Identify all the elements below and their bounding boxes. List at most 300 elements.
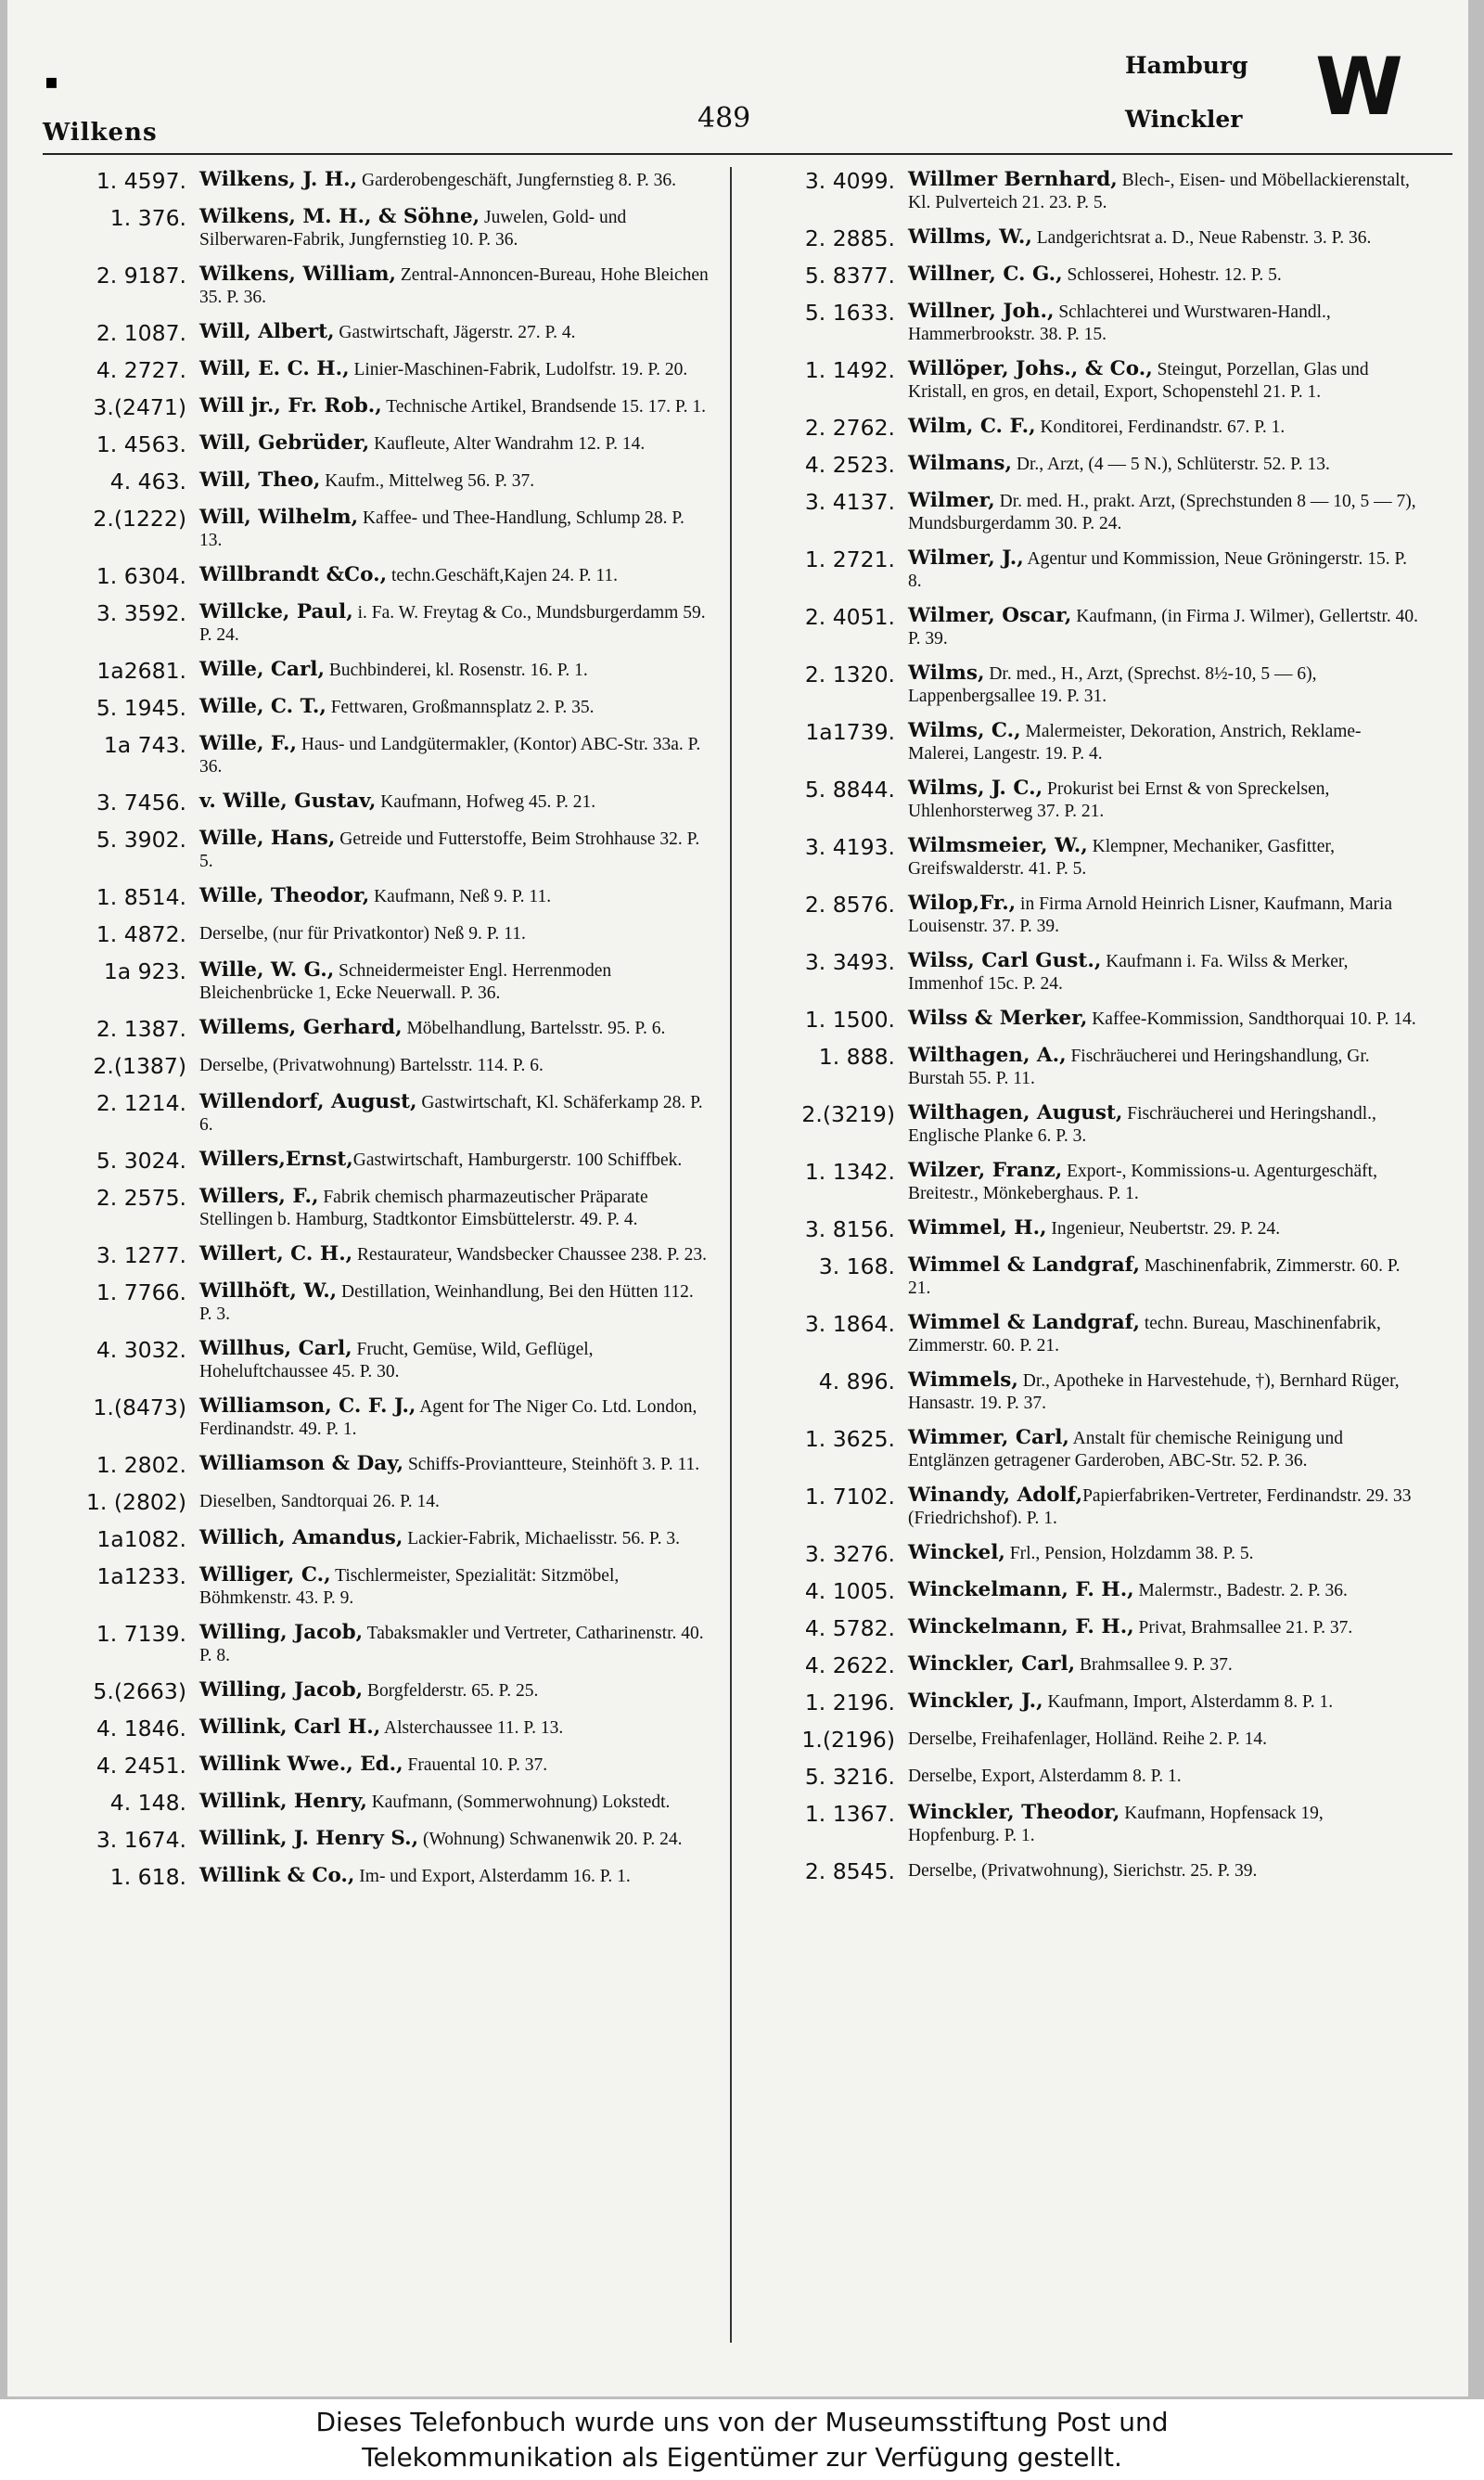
directory-entry [751, 893, 1419, 938]
subscriber-name: Willöper, Johs., & Co., [908, 357, 1153, 380]
entry-text [199, 1054, 710, 1079]
directory-entry [43, 1679, 710, 1704]
entry-text [908, 1859, 1419, 1884]
subscriber-details: Kaffee-Kommission, Sandthorquai 10. P. 14. [1087, 1009, 1416, 1029]
subscriber-details: Fabrik chemisch pharmazeutischer Präparate Stellingen b. Hamburg, Stadtkontor Eimsbüttelerstr. 49. P. 4. [199, 1188, 648, 1229]
subscriber-name: Wille, Hans, [199, 827, 336, 850]
directory-entry [43, 507, 710, 552]
subscriber-name: Wilm, C. F., [908, 415, 1036, 438]
directory-entry [751, 835, 1419, 880]
directory-entry [43, 169, 710, 194]
subscriber-details: (Wohnung) Schwanenwik 20. P. 24. [418, 1830, 683, 1849]
directory-entry [43, 601, 710, 647]
entry-text [908, 1254, 1419, 1300]
entry-text [908, 1102, 1419, 1148]
directory-entry [43, 1091, 710, 1137]
entry-text [199, 1395, 710, 1441]
phone-number: 1. 2802. [96, 1452, 186, 1478]
directory-entry [751, 263, 1419, 289]
phone-number: 1. 1500. [804, 1007, 895, 1033]
phone-number: 3. 4137. [804, 489, 895, 515]
subscriber-name: Wimmel, H., [908, 1216, 1047, 1240]
directory-entry [43, 1243, 710, 1268]
subscriber-details: Tabaksmakler und Vertreter, Catharinenstr. 40. P. 8. [199, 1624, 704, 1665]
phone-number: 1. (2802) [85, 1489, 186, 1515]
entry-text [199, 696, 710, 721]
subscriber-name: Wille, W. G., [199, 958, 335, 982]
phone-number: 1. 376. [109, 205, 186, 231]
entry-text [908, 1728, 1419, 1753]
subscriber-name: Willink Wwe., Ed., [199, 1753, 403, 1776]
entry-text [908, 1008, 1419, 1033]
subscriber-name: Winckler, J., [908, 1690, 1043, 1713]
footer-line-1: Dieses Telefonbuch wurde uns von der Museumsstiftung Post und [315, 2407, 1169, 2437]
directory-entry [751, 1369, 1419, 1415]
entry-text [908, 605, 1419, 650]
subscriber-details: Malermstr., Badestr. 2. P. 36. [1133, 1581, 1348, 1600]
phone-number: 2. 8545. [804, 1858, 895, 1884]
directory-entry [43, 659, 710, 684]
phone-number: 1.(2196) [801, 1727, 895, 1753]
entry-text [199, 263, 710, 309]
subscriber-name: Willems, Gerhard, [199, 1016, 403, 1039]
subscriber-name: Willms, W., [908, 225, 1032, 249]
subscriber-name: Willert, C. H., [199, 1242, 353, 1266]
subscriber-details: Kaufmann i. Fa. Wilss & Merker, Immenhof 15c. P. 24. [908, 952, 1349, 994]
subscriber-name: Wille, Theodor, [199, 884, 370, 907]
entry-text [908, 1427, 1419, 1472]
directory-entry [43, 1865, 710, 1890]
entry-text [199, 1186, 710, 1231]
phone-number: 4. 2622. [804, 1652, 895, 1678]
subscriber-name: Wilkens, William, [199, 263, 396, 286]
subscriber-name: Willink, Henry, [199, 1790, 367, 1813]
subscriber-details: Derselbe, Export, Alsterdamm 8. P. 1. [908, 1767, 1182, 1786]
subscriber-details: Konditorei, Ferdinandstr. 67. P. 1. [1035, 418, 1286, 437]
subscriber-name: Wilmer, [908, 489, 995, 512]
footer-notice [0, 2399, 1484, 2480]
subscriber-details: Derselbe, Freihafenlager, Holländ. Reihe 2. P. 14. [908, 1729, 1267, 1749]
phone-number: 2. 1087. [96, 320, 186, 346]
phone-number: 1. 7139. [96, 1621, 186, 1647]
entry-text [199, 1622, 710, 1667]
entry-text [908, 453, 1419, 478]
directory-entry [43, 1054, 710, 1079]
directory-entry [751, 777, 1419, 823]
directory-entry [43, 1791, 710, 1816]
directory-entry [43, 696, 710, 721]
directory-entry [751, 1254, 1419, 1300]
subscriber-name: Willendorf, August, [199, 1090, 417, 1113]
directory-entry [43, 1280, 710, 1326]
directory-entry [43, 733, 710, 778]
directory-entry [751, 1765, 1419, 1790]
phone-number: 1. 1367. [804, 1801, 895, 1827]
entry-text [199, 1280, 710, 1326]
directory-entry [43, 922, 710, 947]
subscriber-name: Winckler, Carl, [908, 1652, 1076, 1676]
entry-text [199, 1017, 710, 1042]
entry-text [199, 432, 710, 457]
subscriber-details: Fettwaren, Großmannsplatz 2. P. 35. [326, 698, 595, 717]
subscriber-name: Will, Albert, [199, 320, 335, 343]
phone-number: 3.(2471) [93, 394, 186, 420]
phone-number: 3. 4099. [804, 168, 895, 194]
phone-number: 1. 1492. [804, 357, 895, 383]
entry-text [199, 1338, 710, 1383]
phone-number: 3. 1277. [96, 1242, 186, 1268]
directory-entry [43, 1149, 710, 1174]
directory-entry [43, 1527, 710, 1552]
entry-text [199, 358, 710, 383]
subscriber-name: Willers, F., [199, 1185, 319, 1208]
subscriber-details: Kaufm., Mittelweg 56. P. 37. [320, 471, 535, 491]
subscriber-name: Winckelmann, F. H., [908, 1578, 1134, 1601]
entry-text [908, 1690, 1419, 1715]
subscriber-details: Landgerichtsrat a. D., Neue Rabenstr. 3. P. 36. [1031, 228, 1372, 248]
subscriber-name: Wille, F., [199, 732, 297, 755]
subscriber-name: Will, Wilhelm, [199, 506, 359, 529]
directory-entry [751, 1217, 1419, 1242]
directory-entry [751, 1653, 1419, 1678]
subscriber-name: Willink, Carl H., [199, 1715, 381, 1739]
subscriber-name: Willing, Jacob, [199, 1678, 364, 1702]
phone-number: 5. 3902. [96, 827, 186, 853]
entry-text [199, 395, 710, 420]
phone-number: 5.(2663) [93, 1678, 186, 1704]
subscriber-name: Wilthagen, A., [908, 1044, 1067, 1067]
subscriber-details: Dr., Arzt, (4 — 5 N.), Schlüterstr. 52. P. 13. [1012, 455, 1330, 474]
subscriber-name: Will, E. C. H., [199, 357, 350, 380]
entry-text [199, 1791, 710, 1816]
entry-text [199, 1716, 710, 1741]
subscriber-details: Dr., Apotheke in Harvestehude, †), Bernhard Rüger, Hansastr. 19. P. 37. [908, 1371, 1400, 1413]
entry-text [199, 321, 710, 346]
phone-number: 1. 888. [818, 1044, 895, 1070]
phone-number: 4. 1005. [804, 1578, 895, 1604]
directory-entry [43, 1754, 710, 1779]
directory-entry [43, 1490, 710, 1515]
phone-number: 3. 3493. [804, 949, 895, 975]
phone-number: 5. 8377. [804, 263, 895, 289]
subscriber-details: Garderobengeschäft, Jungfernstieg 8. P. 36. [357, 171, 677, 190]
phone-number: 1. 7766. [96, 1279, 186, 1305]
subscriber-name: Wilzer, Franz, [908, 1159, 1063, 1182]
subscriber-details: Brahmsallee 9. P. 37. [1075, 1655, 1233, 1675]
subscriber-name: Willner, Joh., [908, 300, 1055, 323]
directory-entry [751, 1542, 1419, 1567]
subscriber-details: Im- und Export, Alsterdamm 16. P. 1. [354, 1867, 631, 1886]
entry-text [908, 950, 1419, 996]
page-mark: ▪ [45, 71, 58, 94]
phone-number: 1a1082. [96, 1526, 186, 1552]
entry-text [199, 1149, 710, 1174]
directory-entry [43, 469, 710, 495]
directory-entry [43, 1017, 710, 1042]
subscriber-name: Wimmels, [908, 1368, 1018, 1392]
directory-entry [43, 959, 710, 1005]
phone-number: 2. 1320. [804, 662, 895, 687]
directory-entry [751, 169, 1419, 214]
directory-entry [751, 301, 1419, 346]
directory-entry [751, 1008, 1419, 1033]
subscriber-details: Klempner, Mechaniker, Gasfitter, Greifswalderstr. 41. P. 5. [908, 837, 1335, 879]
entry-text [908, 1312, 1419, 1357]
phone-number: 5. 3024. [96, 1148, 186, 1174]
subscriber-details: Gastwirtschaft, Hamburgerstr. 100 Schiffbek. [352, 1150, 683, 1170]
subscriber-name: v. Wille, Gustav, [199, 790, 377, 813]
entry-text [908, 720, 1419, 765]
directory-entry [751, 1427, 1419, 1472]
subscriber-name: Willing, Jacob, [199, 1621, 364, 1644]
header-rule [43, 153, 1452, 155]
subscriber-name: Wilop,Fr., [908, 892, 1017, 915]
subscriber-details: i. Fa. W. Freytag & Co., Mundsburgerdamm 59. P. 24. [199, 603, 706, 645]
phone-number: 5. 8844. [804, 777, 895, 803]
section-letter: W [1315, 41, 1403, 134]
subscriber-details: Kaufmann, Import, Alsterdamm 8. P. 1. [1043, 1692, 1334, 1712]
subscriber-details: Kaufmann, (in Firma J. Wilmer), Gellertstr. 40. P. 39. [908, 607, 1418, 649]
subscriber-details: Privat, Brahmsallee 21. P. 37. [1133, 1618, 1353, 1638]
entry-text [908, 1484, 1419, 1530]
subscriber-details: Maschinenfabrik, Zimmerstr. 60. P. 21. [908, 1256, 1401, 1298]
subscriber-name: Wilms, C., [908, 719, 1021, 742]
phone-number: 1.(8473) [93, 1394, 186, 1420]
subscriber-details: techn. Bureau, Maschinenfabrik, Zimmerstr. 60. P. 21. [908, 1314, 1381, 1356]
phone-number: 2. 1387. [96, 1016, 186, 1042]
directory-entry [43, 885, 710, 910]
subscriber-name: Willcke, Paul, [199, 600, 353, 623]
subscriber-name: Wilmer, Oscar, [908, 604, 1072, 627]
subscriber-name: Wilthagen, August, [908, 1101, 1123, 1124]
subscriber-name: Wimmer, Carl, [908, 1426, 1069, 1449]
subscriber-name: Wimmel & Landgraf, [908, 1311, 1140, 1334]
entry-text [199, 922, 710, 947]
phone-number: 3. 3276. [804, 1541, 895, 1567]
phone-number: 1. 7102. [804, 1484, 895, 1510]
subscriber-name: Wimmel & Landgraf, [908, 1253, 1140, 1277]
subscriber-details: Borgfelderstr. 65. P. 25. [363, 1681, 539, 1701]
subscriber-details: Juwelen, Gold- und Silberwaren-Fabrik, Jungfernstieg 10. P. 36. [199, 208, 627, 250]
phone-number: 1. 4872. [96, 921, 186, 947]
entry-text [199, 885, 710, 910]
subscriber-details: Kaufmann, (Sommerwohnung) Lokstedt. [366, 1793, 671, 1812]
phone-number: 4. 896. [818, 1368, 895, 1394]
phone-number: 3. 7456. [96, 790, 186, 816]
subscriber-details: Linier-Maschinen-Fabrik, Ludolfstr. 19. P. 20. [349, 360, 688, 379]
subscriber-details: Zentral-Annoncen-Bureau, Hohe Bleichen 35. P. 36. [199, 265, 709, 307]
entry-text [908, 1369, 1419, 1415]
subscriber-name: Wille, Carl, [199, 658, 325, 681]
entry-text [908, 301, 1419, 346]
subscriber-details: Dieselben, Sandtorquai 26. P. 14. [199, 1492, 440, 1511]
subscriber-details: Frucht, Gemüse, Wild, Geflügel, Hoheluftchaussee 45. P. 30. [199, 1340, 594, 1381]
phone-number: 4. 5782. [804, 1615, 895, 1641]
subscriber-details: Dr. med. H., prakt. Arzt, (Sprechstunden 8 — 10, 5 — 7), Mundsburgerdamm 30. P. 24. [908, 492, 1416, 533]
entry-text [199, 733, 710, 778]
subscriber-details: Restaurateur, Wandsbecker Chaussee 238. P. 23. [352, 1245, 707, 1265]
phone-number: 1. 6304. [96, 563, 186, 589]
subscriber-details: Derselbe, (Privatwohnung), Sierichstr. 25. P. 39. [908, 1861, 1258, 1881]
left-column [43, 169, 710, 1902]
subscriber-name: Williger, C., [199, 1563, 331, 1587]
entry-text [908, 263, 1419, 289]
subscriber-name: Willner, C. G., [908, 263, 1063, 286]
subscriber-details: Derselbe, (Privatwohnung) Bartelsstr. 114. P. 6. [199, 1056, 544, 1075]
subscriber-name: Wilkens, M. H., & Söhne, [199, 205, 480, 228]
subscriber-details: Ingenieur, Neubertstr. 29. P. 24. [1046, 1219, 1281, 1239]
subscriber-details: Schlachterei und Wurstwaren-Handl., Hammerbrookstr. 38. P. 15. [908, 302, 1331, 344]
directory-entry [43, 321, 710, 346]
subscriber-details: Gastwirtschaft, Jägerstr. 27. P. 4. [334, 323, 576, 342]
directory-entry [43, 358, 710, 383]
subscriber-details: Technische Artikel, Brandsende 15. 17. P. 1. [381, 397, 706, 417]
subscriber-name: Wilmer, J., [908, 546, 1024, 570]
directory-entry [43, 1395, 710, 1441]
phone-number: 4. 1846. [96, 1715, 186, 1741]
footer-line-2: Telekommunikation als Eigentümer zur Verfügung gestellt. [362, 2442, 1122, 2473]
subscriber-name: Winckler, Theodor, [908, 1801, 1120, 1824]
entry-text [199, 959, 710, 1005]
phone-number: 1. 3625. [804, 1426, 895, 1452]
entry-text [199, 469, 710, 495]
directory-entry [43, 564, 710, 589]
entry-text [908, 1045, 1419, 1090]
entry-text [908, 226, 1419, 251]
subscriber-details: Dr. med., H., Arzt, (Sprechst. 8½-10, 5 — 6), Lappenbergsallee 19. P. 31. [908, 664, 1317, 706]
entry-text [908, 1616, 1419, 1641]
phone-number: 5. 1945. [96, 695, 186, 721]
phone-number: 4. 148. [109, 1790, 186, 1816]
entry-text [908, 893, 1419, 938]
directory-entry [751, 416, 1419, 441]
directory-entry [43, 206, 710, 251]
entry-text [199, 1453, 710, 1478]
directory-entry [751, 453, 1419, 478]
phone-number: 2.(3219) [801, 1101, 895, 1127]
subscriber-name: Wilms, J. C., [908, 777, 1043, 800]
subscriber-name: Willink & Co., [199, 1864, 355, 1887]
subscriber-details: Malermeister, Dekoration, Anstrich, Reklame-Malerei, Langestr. 19. P. 4. [908, 722, 1362, 764]
phone-number: 4. 2451. [96, 1753, 186, 1779]
phone-number: 4. 2727. [96, 357, 186, 383]
subscriber-details: Agentur und Kommission, Neue Gröningerstr. 15. P. 8. [908, 549, 1408, 591]
phone-number: 5. 3216. [804, 1764, 895, 1790]
phone-number: 1a1739. [805, 719, 895, 745]
subscriber-details: Blech-, Eisen- und Möbellackierenstalt, Kl. Pulverteich 21. 23. P. 5. [908, 171, 1410, 212]
entry-text [199, 564, 710, 589]
entry-text [908, 169, 1419, 214]
directory-entry [751, 950, 1419, 996]
entry-text [908, 1765, 1419, 1790]
subscriber-name: Willhus, Carl, [199, 1337, 352, 1360]
entry-text [199, 1243, 710, 1268]
directory-entry [751, 1802, 1419, 1847]
entry-text [908, 662, 1419, 708]
right-column [751, 169, 1419, 1896]
subscriber-name: Williamson, C. F. J., [199, 1394, 416, 1418]
subscriber-details: Getreide und Futterstoffe, Beim Strohhause 32. P. 5. [199, 829, 700, 871]
directory-entry [751, 226, 1419, 251]
subscriber-details: in Firma Arnold Heinrich Lisner, Kaufmann, Maria Louisenstr. 37. P. 39. [908, 894, 1393, 936]
subscriber-name: Willink, J. Henry S., [199, 1827, 419, 1850]
directory-entry [43, 395, 710, 420]
subscriber-details: Kaufmann, Hofweg 45. P. 21. [376, 792, 596, 812]
subscriber-details: Tischlermeister, Spezialität: Sitzmöbel, Böhmkenstr. 43. P. 9. [199, 1566, 620, 1608]
phone-number: 1a 743. [103, 732, 186, 758]
subscriber-name: Wilmsmeier, W., [908, 834, 1088, 857]
subscriber-name: Winckel, [908, 1541, 1005, 1564]
subscriber-details: Anstalt für chemische Reinigung und Entglänzen getragener Garderoben, ABC-Str. 52. P. 36. [908, 1429, 1344, 1471]
subscriber-name: Will jr., Fr. Rob., [199, 394, 382, 418]
directory-entry [43, 432, 710, 457]
entry-text [199, 828, 710, 873]
subscriber-details: Prokurist bei Ernst & von Spreckelsen, Uhlenhorsterweg 37. P. 21. [908, 779, 1330, 821]
entry-text [199, 1679, 710, 1704]
directory-page [7, 0, 1468, 2396]
subscriber-details: Kaufmann, Hopfensack 19, Hopfenburg. P. 1. [908, 1804, 1324, 1845]
subscriber-name: Wilss & Merker, [908, 1007, 1088, 1030]
directory-entry [43, 790, 710, 816]
subscriber-details: Frl., Pension, Holzdamm 38. P. 5. [1004, 1544, 1254, 1563]
entry-text [199, 1865, 710, 1890]
subscriber-details: techn.Geschäft,Kajen 24. P. 11. [387, 566, 619, 585]
phone-number: 2. 2575. [96, 1185, 186, 1211]
subscriber-details: Möbelhandlung, Bartelsstr. 95. P. 6. [402, 1019, 666, 1038]
phone-number: 5. 1633. [804, 300, 895, 326]
directory-entry [751, 1859, 1419, 1884]
entry-text [908, 835, 1419, 880]
directory-entry [751, 605, 1419, 650]
subscriber-details: Kaufleute, Alter Wandrahm 12. P. 14. [369, 434, 646, 454]
subscriber-name: Willich, Amandus, [199, 1526, 403, 1549]
entry-text [199, 659, 710, 684]
phone-number: 2. 9187. [96, 263, 186, 289]
subscriber-name: Winandy, Adolf, [908, 1484, 1083, 1507]
directory-entry [751, 1484, 1419, 1530]
subscriber-name: Will, Gebrüder, [199, 431, 370, 455]
subscriber-name: Williamson & Day, [199, 1452, 404, 1475]
phone-number: 1. 1342. [804, 1159, 895, 1185]
entry-text [199, 1091, 710, 1137]
directory-entry [751, 1616, 1419, 1641]
subscriber-details: Kaffee- und Thee-Handlung, Schlump 28. P. 13. [199, 508, 684, 550]
subscriber-name: Willers,Ernst, [199, 1148, 353, 1171]
directory-entry [43, 263, 710, 309]
entry-text [908, 416, 1419, 441]
subscriber-name: Winckelmann, F. H., [908, 1615, 1134, 1638]
subscriber-details: Alsterchaussee 11. P. 13. [380, 1718, 564, 1738]
page-number: 489 [697, 102, 751, 135]
entry-text [199, 507, 710, 552]
phone-number: 3. 8156. [804, 1216, 895, 1242]
directory-entry [751, 1690, 1419, 1715]
directory-entry [43, 1622, 710, 1667]
subscriber-name: Wilkens, J. H., [199, 168, 358, 191]
directory-entry [751, 1045, 1419, 1090]
subscriber-details: Buchbinderei, kl. Rosenstr. 16. P. 1. [324, 661, 588, 680]
phone-number: 4. 2523. [804, 452, 895, 478]
entry-text [908, 547, 1419, 593]
entry-text [908, 1217, 1419, 1242]
subscriber-name: Wilms, [908, 662, 985, 685]
entry-text [199, 1754, 710, 1779]
directory-entry [43, 1564, 710, 1610]
entry-text [908, 358, 1419, 404]
phone-number: 2.(1222) [93, 506, 186, 532]
subscriber-details: Schiffs-Proviantteure, Steinhöft 3. P. 11. [403, 1455, 700, 1474]
phone-number: 2. 2762. [804, 415, 895, 441]
